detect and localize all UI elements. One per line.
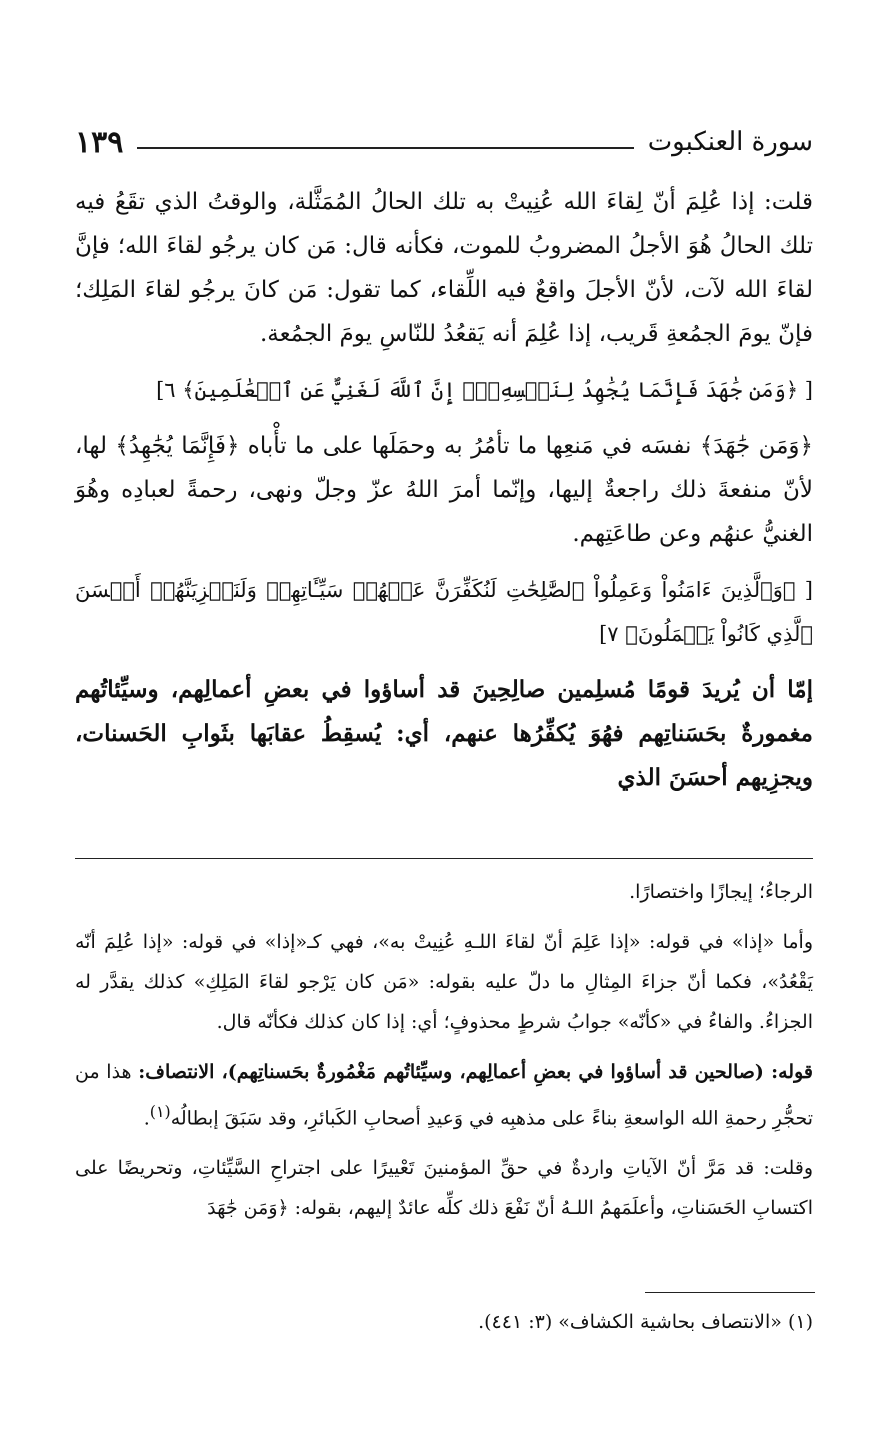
page-header xyxy=(75,122,813,162)
gloss-paragraph: وقلت: قد مَرَّ أنّ الآياتِ واردةٌ في حقِّ المؤمنينَ تَعْييرًا على اجتراحِ السَّيِّئاتِ، وتحريضًا على اكتسابِ الحَسَناتِ، وأعلَمَهمُ اللـهُ أنّ نَفْعَ ذلك كلِّه عائدٌ إليهم، بقوله: ﴿وَمَن جَٰهَدَ xyxy=(75,1157,813,1220)
surah-name: سورة العنكبوت xyxy=(647,127,813,157)
gloss-paragraph xyxy=(75,1052,813,1138)
gloss-section xyxy=(75,872,813,1238)
main-commentary xyxy=(75,180,813,812)
gloss-paragraph: وأما «إذا» في قوله: «إذا عَلِمَ أنّ لقاءَ اللـهِ عُنِيتْ به»، فهي كـ«إذا» في قوله: «إذا عُلِمَ أنّه يَقْعُدُ»، فكما أنّ جزاءَ المِثالِ ما دلّ عليه بقوله: «مَن كان يَرْجو لقاءَ المَلِكِ» كذلك يقدَّر له الجزاءُ. والفاءُ في «كأنّه» جوابُ شرطٍ محذوفٍ؛ أي: إذا كان كذلك فكأنّه قال. xyxy=(75,931,813,1033)
quran-verse-7: [ ﴿وَٱلَّذِينَ ءَامَنُواْ وَعَمِلُواْ ٱلصَّٰلِحَٰتِ لَنُكَفِّرَنَّ عَنۡهُمۡ سَيِّـَٔاتِهِمۡ وَلَنَجۡزِيَنَّهُمۡ أَحۡسَنَ ٱلَّذِي كَانُواْ يَعۡمَلُونَ﴾ ٧] xyxy=(75,578,813,646)
gloss-paragraph: الرجاءُ؛ إيجازًا واختصارًا. xyxy=(629,881,813,903)
page-number: ١٣٩ xyxy=(75,124,124,160)
gloss-lead: قوله: (صالحين قد أساؤوا في بعضِ أعمالِهم، وسيِّئاتُهم مَغْمُورةٌ بحَسناتِهم)، الانتصاف: xyxy=(138,1061,813,1083)
commentary-paragraph: قلت: إذا عُلِمَ أنّ لِقاءَ الله عُنِيتْ به تلك الحالُ المُمَثَّلة، والوقتُ الذي تقَعُ فيه تلك الحالُ هُوَ الأجلُ المضروبُ للموت، فكأنه قال: مَن كان يرجُو لقاءَ الله؛ فإنَّ لقاءَ الله لآت، لأنّ الأجلَ واقعٌ فيه اللِّقاء، كما تقول: مَن كانَ يرجُو لقاءَ المَلِك؛ فإنّ يومَ الجمُعةِ قَريب، إذا عُلِمَ أنه يَقعُدُ للنّاسِ يومَ الجمُعة. xyxy=(75,189,813,347)
footnote: (١) «الانتصاف بحاشية الكشاف» (٣: ٤٤١). xyxy=(478,1311,813,1333)
footnote-rule xyxy=(645,1292,815,1293)
gloss-text-end: . xyxy=(143,1107,150,1130)
section-divider xyxy=(75,858,813,859)
commentary-paragraph: ﴿وَمَن جَٰهَدَ﴾ نفسَه في مَنعِها ما تأمُرُ به وحمَلَها على ما تأْباه ﴿فَإِنَّمَا يُجَٰهِدُ﴾ لها، لأنّ منفعةَ ذلك راجعةٌ إليها، وإنّما أمرَ اللهُ عزّ وجلّ ونهى، رحمةً لعبادِه وهُوَ الغنيُّ عنهُم وعن طاعَتِهم. xyxy=(75,433,813,547)
commentary-paragraph: إمّا أن يُريدَ قومًا مُسلِمين صالِحِينَ قد أساؤوا في بعضِ أعمالِهم، وسيِّئاتُهم مغمورةٌ بحَسَناتِهم فهُوَ يُكفِّرُها عنهم، أي: يُسقِطُ عقابَها بثَوابِ الحَسنات، ويجزِيهم أحسَنَ الذي xyxy=(75,676,813,791)
header-rule xyxy=(137,147,633,149)
quran-verse-6: [ ﴿وَمَن جَٰهَدَ فَإِنَّمَا يُجَٰهِدُ لِنَفۡسِهِۦٓۚ إِنَّ ٱللَّهَ لَغَنِيٌّ عَنِ ٱلۡعَٰلَمِينَ﴾ ٦] xyxy=(156,378,813,402)
footnote-ref[interactable]: (١) xyxy=(149,1102,171,1121)
gloss-text: هذا من تحجُّرِ رحمةِ الله الواسعةِ بناءً على مذهبِه في وَعيدِ أصحابِ الكَبائرِ، وقد سَبَقَ إبطالُه xyxy=(75,1061,813,1130)
